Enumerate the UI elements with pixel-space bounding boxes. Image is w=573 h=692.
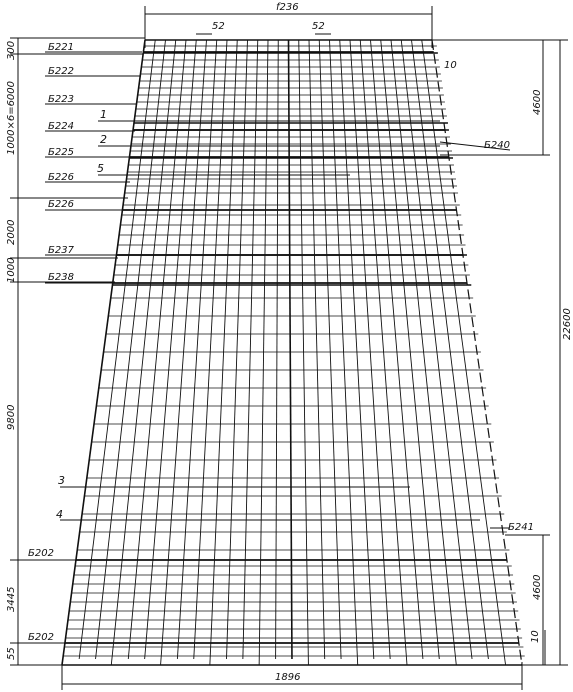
left-dim-9800: 9800 [6,404,17,430]
mesh-vertical-bar [391,40,456,665]
left-dim-300: 300 [6,40,17,60]
mesh-vertical-bar [299,40,309,665]
mesh-right-edge [432,40,522,665]
mesh-vertical-bar [210,40,237,665]
top-zone-dim: 4600 [532,89,543,115]
pointer-1: 1 [100,108,107,121]
gap-top-dim: 10 [444,60,457,71]
pointer-2: 2 [100,133,107,146]
left-dim-1000: 1000 [6,257,17,283]
top-width-dim: f236 [276,2,299,13]
spacing-dim-left: 52 [212,21,225,32]
left-dim-6000: 1000×6=6000 [6,80,17,155]
pointer-3: 3 [58,474,65,487]
spacing-dim-right: 52 [312,21,325,32]
mesh-vertical-bar [360,40,407,665]
bar-label-b202-upper: Б202 [28,548,54,559]
bar-label-b237: Б237 [48,245,74,256]
bar-label-b241: Б241 [508,522,534,533]
mesh-vertical-bar [161,40,207,665]
bar-label-b202-lower: Б202 [28,632,54,643]
bar-label-b222: Б222 [48,66,74,77]
bottom-zone-dim: 4600 [532,574,543,600]
left-dim-2000: 2000 [6,219,17,245]
left-dim-3445: 3445 [6,586,17,612]
bar-label-b240: Б240 [484,140,510,151]
bar-label-b226-lower: Б226 [48,199,74,210]
bar-label-b223: Б223 [48,94,74,105]
total-height-dim: 22600 [562,308,573,340]
left-dim-55: 55 [6,647,17,660]
reinforcement-mesh [62,40,525,665]
bar-label-b226-upper: Б226 [48,172,74,183]
mesh-vertical-bar [422,40,506,665]
bar-label-b225: Б225 [48,147,74,158]
pointer-5: 5 [97,162,104,175]
bar-label-b221: Б221 [48,42,74,53]
bar-label-b224: Б224 [48,121,74,132]
bar-label-b238: Б238 [48,272,74,283]
pointer-4: 4 [56,508,63,521]
bottom-width-dim: 1896 [275,672,301,683]
gap-bottom-dim: 10 [530,630,541,643]
mesh-vertical-bar [330,40,358,665]
mesh-vertical-bar [259,40,268,665]
